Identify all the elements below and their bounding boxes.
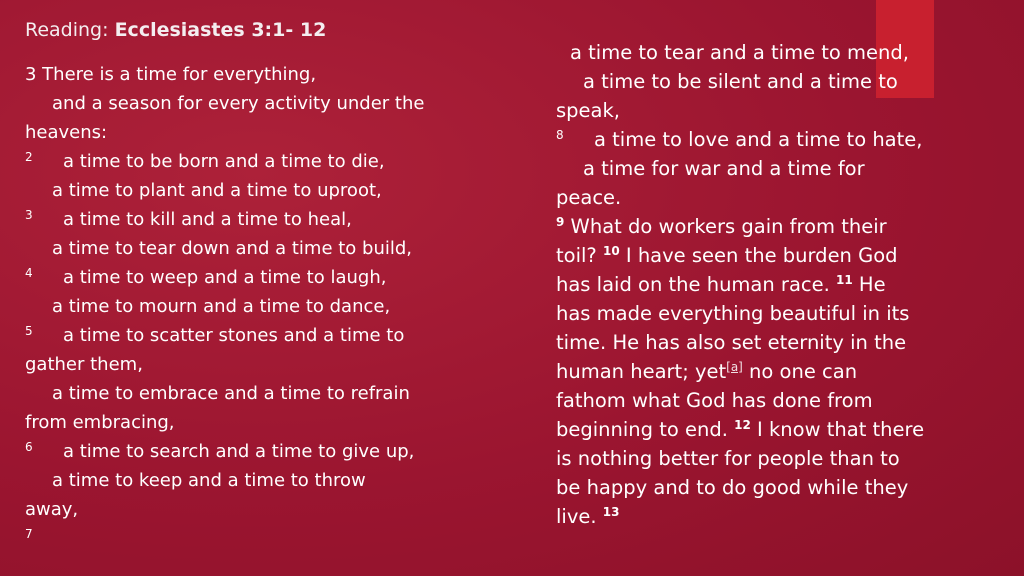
- verse-number: 13: [602, 505, 620, 519]
- verse-text: a time to love and a time to hate,: [594, 128, 923, 151]
- verse-line: [25, 524, 525, 553]
- verse-line: [25, 437, 525, 466]
- verse-line: heavens:: [25, 122, 108, 143]
- verse-line: peace.: [556, 186, 622, 209]
- verse-line: away,: [25, 499, 79, 520]
- verse-line: time. He has also set eternity in the: [556, 331, 907, 354]
- verse-line: a time to embrace and a time to refrain: [52, 383, 410, 404]
- verse-line: 3 There is a time for everything,: [25, 64, 317, 85]
- verse-line: [25, 205, 525, 234]
- verse-number: 2: [25, 150, 33, 164]
- verse-line: is nothing better for people than to: [556, 447, 900, 470]
- verse-line: a time to plant and a time to uproot,: [52, 180, 382, 201]
- verse-line: [556, 357, 1011, 386]
- verse-text: has laid on the human race.: [556, 273, 837, 296]
- left-column: [25, 60, 525, 553]
- verse-line: [556, 125, 1011, 154]
- verse-line: [556, 212, 1011, 241]
- verse-line: [556, 270, 1011, 299]
- verse-number: 9: [556, 215, 565, 229]
- verse-line: from embracing,: [25, 412, 175, 433]
- verse-number: 8: [556, 128, 564, 142]
- verse-text: live.: [556, 505, 603, 528]
- verse-line: and a season for every activity under the: [52, 93, 425, 114]
- verse-number: 6: [25, 440, 33, 454]
- verse-text: a time to be born and a time to die,: [63, 151, 385, 172]
- verse-number: 11: [836, 273, 853, 287]
- verse-line: [25, 321, 525, 350]
- verse-number: 3: [25, 208, 33, 222]
- verse-text: He: [852, 273, 886, 296]
- verse-text: I have seen the burden God: [619, 244, 898, 267]
- verse-text: I know that there: [750, 418, 925, 441]
- verse-text: beginning to end.: [556, 418, 735, 441]
- verse-line: a time to tear and a time to mend,: [570, 41, 909, 64]
- slide-title: [25, 17, 326, 43]
- verse-line: speak,: [556, 99, 620, 122]
- verse-line: a time to mourn and a time to dance,: [52, 296, 391, 317]
- verse-line: [556, 241, 1011, 270]
- verse-line: a time to keep and a time to throw: [52, 470, 366, 491]
- verse-text: a time to kill and a time to heal,: [63, 209, 352, 230]
- verse-line: [556, 415, 1011, 444]
- verse-line: a time for war and a time for: [583, 157, 865, 180]
- title-prefix: Reading:: [25, 19, 115, 41]
- verse-line: [556, 502, 1011, 531]
- verse-text: human heart; yet: [556, 360, 727, 383]
- verse-line: a time to tear down and a time to build,: [52, 238, 413, 259]
- verse-number: 4: [25, 266, 33, 280]
- verse-text: a time to weep and a time to laugh,: [63, 267, 387, 288]
- verse-line: be happy and to do good while they: [556, 476, 909, 499]
- verse-number: 10: [602, 244, 620, 258]
- verse-line: fathom what God has done from: [556, 389, 873, 412]
- verse-text: toil?: [556, 244, 603, 267]
- verse-text: What do workers gain from their: [564, 215, 887, 238]
- verse-number: 5: [25, 324, 33, 338]
- verse-text: a time to scatter stones and a time to: [63, 325, 405, 346]
- right-column: [556, 38, 1011, 531]
- verse-text: a time to search and a time to give up,: [63, 441, 415, 462]
- verse-text: no one can: [742, 360, 858, 383]
- title-reference: Ecclesiastes 3:1- 12: [114, 19, 327, 41]
- verse-number: 12: [734, 418, 751, 432]
- verse-line: a time to be silent and a time to: [583, 70, 898, 93]
- verse-line: [25, 147, 525, 176]
- verse-line: gather them,: [25, 354, 143, 375]
- verse-number: 7: [25, 527, 33, 541]
- verse-line: [25, 263, 525, 292]
- footnote-link[interactable]: [a]: [726, 360, 743, 374]
- verse-line: has made everything beautiful in its: [556, 302, 910, 325]
